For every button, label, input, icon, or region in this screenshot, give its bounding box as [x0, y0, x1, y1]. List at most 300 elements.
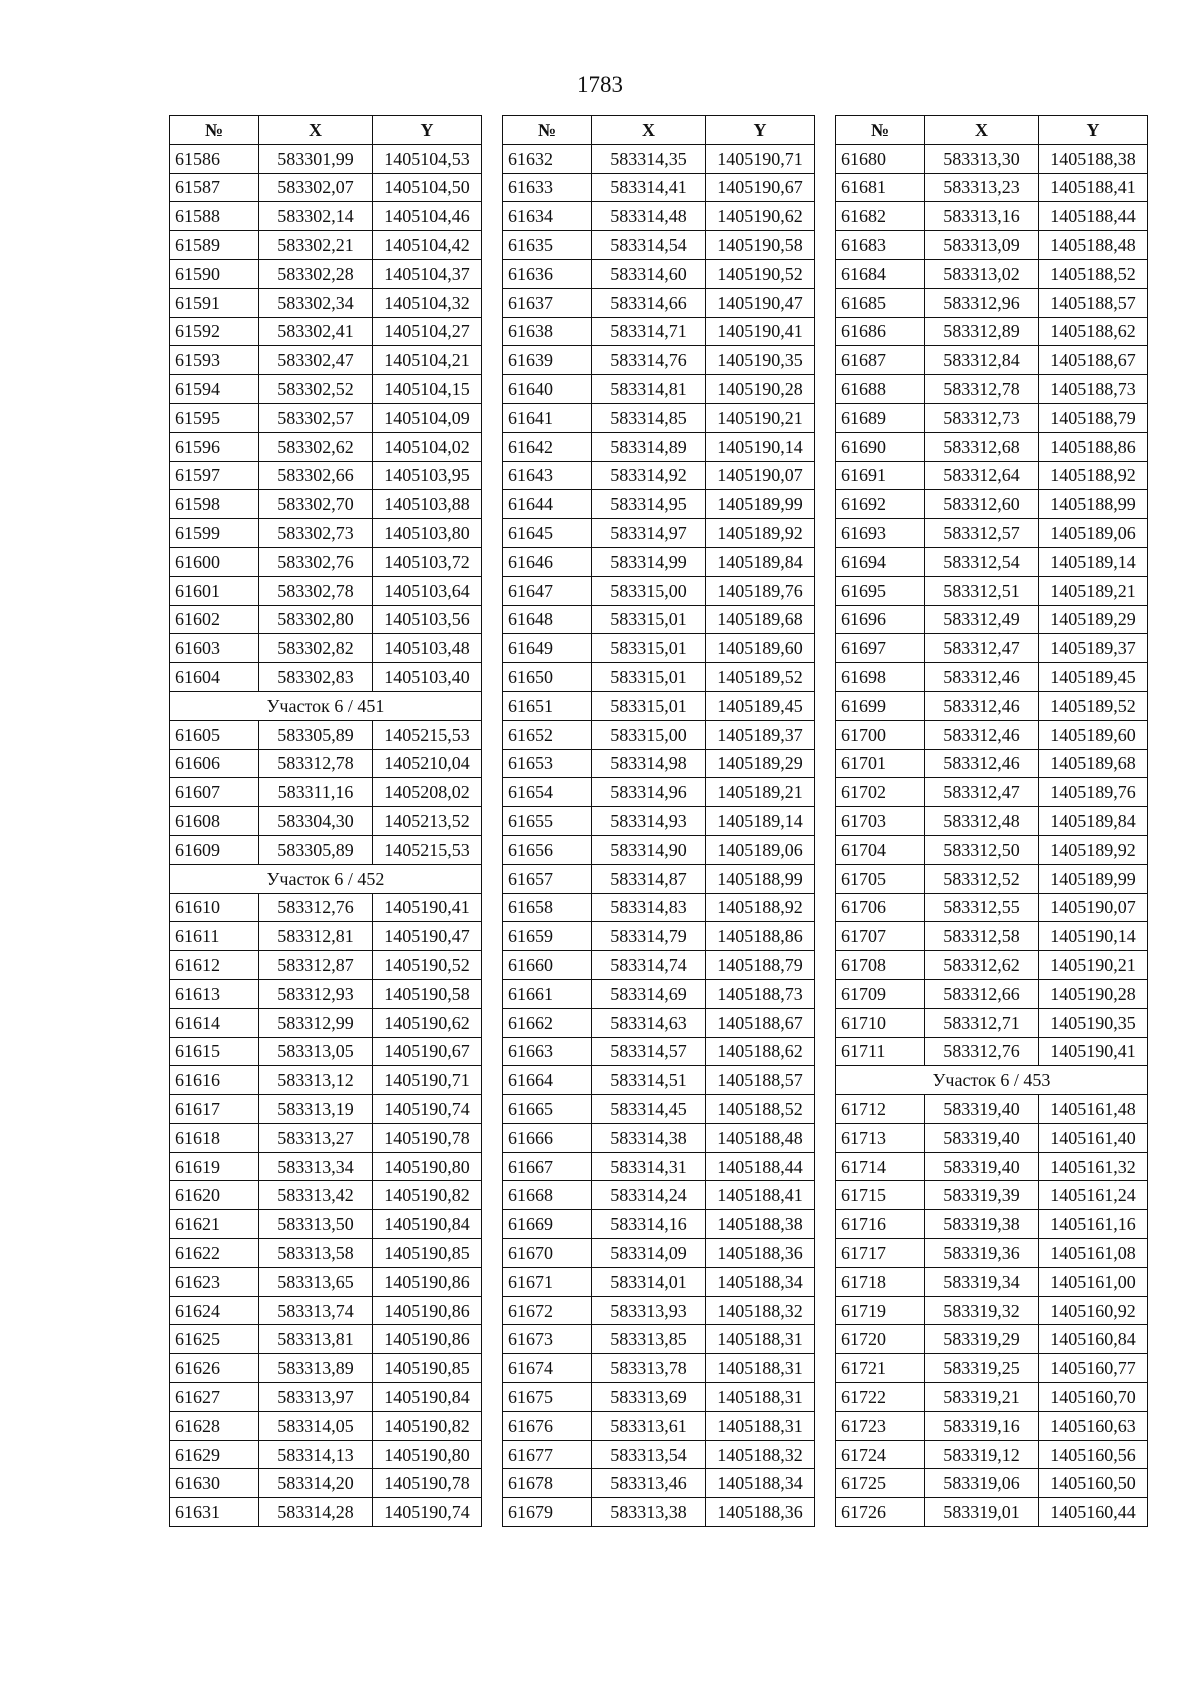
point-number-cell: 61651 — [503, 691, 592, 720]
y-coordinate-cell: 1405104,15 — [373, 375, 482, 404]
table-row — [503, 202, 815, 231]
x-coordinate-cell: 583312,55 — [925, 893, 1039, 922]
y-coordinate-cell: 1405160,70 — [1039, 1383, 1148, 1412]
x-coordinate-cell: 583313,50 — [259, 1210, 373, 1239]
point-number-cell: 61669 — [503, 1210, 592, 1239]
header-number: № — [170, 116, 259, 145]
point-number-cell: 61593 — [170, 346, 259, 375]
y-coordinate-cell: 1405160,92 — [1039, 1296, 1148, 1325]
x-coordinate-cell: 583313,27 — [259, 1123, 373, 1152]
table-row — [170, 634, 482, 663]
y-coordinate-cell: 1405104,27 — [373, 317, 482, 346]
header-x: X — [592, 116, 706, 145]
y-coordinate-cell: 1405190,62 — [373, 1008, 482, 1037]
table-row — [503, 576, 815, 605]
point-number-cell: 61608 — [170, 807, 259, 836]
point-number-cell: 61630 — [170, 1469, 259, 1498]
x-coordinate-cell: 583313,54 — [592, 1440, 706, 1469]
table-row — [503, 663, 815, 692]
y-coordinate-cell: 1405189,06 — [706, 835, 815, 864]
y-coordinate-cell: 1405189,60 — [706, 634, 815, 663]
table-body — [170, 144, 482, 1526]
x-coordinate-cell: 583314,09 — [592, 1239, 706, 1268]
y-coordinate-cell: 1405190,21 — [1039, 951, 1148, 980]
table-row — [836, 1383, 1148, 1412]
table-row — [170, 519, 482, 548]
y-coordinate-cell: 1405190,67 — [706, 173, 815, 202]
y-coordinate-cell: 1405103,48 — [373, 634, 482, 663]
y-coordinate-cell: 1405104,53 — [373, 144, 482, 173]
y-coordinate-cell: 1405189,68 — [1039, 749, 1148, 778]
point-number-cell: 61712 — [836, 1095, 925, 1124]
point-number-cell: 61609 — [170, 835, 259, 864]
y-coordinate-cell: 1405190,85 — [373, 1239, 482, 1268]
y-coordinate-cell: 1405188,31 — [706, 1383, 815, 1412]
y-coordinate-cell: 1405189,52 — [1039, 691, 1148, 720]
table-row — [503, 144, 815, 173]
x-coordinate-cell: 583314,01 — [592, 1267, 706, 1296]
point-number-cell: 61591 — [170, 288, 259, 317]
table-row — [503, 691, 815, 720]
table-row — [503, 288, 815, 317]
x-coordinate-cell: 583313,12 — [259, 1066, 373, 1095]
y-coordinate-cell: 1405161,40 — [1039, 1123, 1148, 1152]
table-row — [503, 346, 815, 375]
table-row — [170, 1383, 482, 1412]
x-coordinate-cell: 583301,99 — [259, 144, 373, 173]
point-number-cell: 61691 — [836, 461, 925, 490]
table-row — [170, 979, 482, 1008]
table-row — [503, 605, 815, 634]
y-coordinate-cell: 1405161,48 — [1039, 1095, 1148, 1124]
table-row — [503, 951, 815, 980]
table-row — [836, 547, 1148, 576]
table-row — [170, 1095, 482, 1124]
point-number-cell: 61718 — [836, 1267, 925, 1296]
table-row — [503, 979, 815, 1008]
coordinates-table-1 — [169, 115, 482, 1527]
x-coordinate-cell: 583312,93 — [259, 979, 373, 1008]
y-coordinate-cell: 1405189,21 — [706, 778, 815, 807]
y-coordinate-cell: 1405104,37 — [373, 259, 482, 288]
x-coordinate-cell: 583312,54 — [925, 547, 1039, 576]
table-row — [836, 317, 1148, 346]
x-coordinate-cell: 583314,81 — [592, 375, 706, 404]
point-number-cell: 61611 — [170, 922, 259, 951]
point-number-cell: 61667 — [503, 1152, 592, 1181]
x-coordinate-cell: 583302,62 — [259, 432, 373, 461]
point-number-cell: 61621 — [170, 1210, 259, 1239]
table-row — [836, 634, 1148, 663]
point-number-cell: 61666 — [503, 1123, 592, 1152]
coordinates-table-2 — [502, 115, 815, 1527]
x-coordinate-cell: 583312,48 — [925, 807, 1039, 836]
x-coordinate-cell: 583314,38 — [592, 1123, 706, 1152]
point-number-cell: 61606 — [170, 749, 259, 778]
x-coordinate-cell: 583319,29 — [925, 1325, 1039, 1354]
y-coordinate-cell: 1405190,67 — [373, 1037, 482, 1066]
y-coordinate-cell: 1405190,14 — [706, 432, 815, 461]
point-number-cell: 61679 — [503, 1498, 592, 1527]
table-row — [170, 403, 482, 432]
y-coordinate-cell: 1405160,50 — [1039, 1469, 1148, 1498]
coordinates-table-3 — [835, 115, 1148, 1527]
y-coordinate-cell: 1405189,99 — [1039, 864, 1148, 893]
x-coordinate-cell: 583302,07 — [259, 173, 373, 202]
table-row — [836, 720, 1148, 749]
point-number-cell: 61662 — [503, 1008, 592, 1037]
y-coordinate-cell: 1405188,67 — [706, 1008, 815, 1037]
point-number-cell: 61713 — [836, 1123, 925, 1152]
point-number-cell: 61644 — [503, 490, 592, 519]
y-coordinate-cell: 1405188,32 — [706, 1296, 815, 1325]
y-coordinate-cell: 1405189,92 — [706, 519, 815, 548]
x-coordinate-cell: 583305,89 — [259, 720, 373, 749]
point-number-cell: 61710 — [836, 1008, 925, 1037]
point-number-cell: 61639 — [503, 346, 592, 375]
y-coordinate-cell: 1405188,31 — [706, 1354, 815, 1383]
y-coordinate-cell: 1405190,47 — [373, 922, 482, 951]
y-coordinate-cell: 1405190,41 — [706, 317, 815, 346]
table-row — [170, 375, 482, 404]
table-header-row — [836, 116, 1148, 145]
table-row — [836, 1181, 1148, 1210]
x-coordinate-cell: 583302,80 — [259, 605, 373, 634]
point-number-cell: 61720 — [836, 1325, 925, 1354]
x-coordinate-cell: 583319,38 — [925, 1210, 1039, 1239]
x-coordinate-cell: 583312,50 — [925, 835, 1039, 864]
x-coordinate-cell: 583314,85 — [592, 403, 706, 432]
x-coordinate-cell: 583302,83 — [259, 663, 373, 692]
table-row — [170, 835, 482, 864]
point-number-cell: 61658 — [503, 893, 592, 922]
y-coordinate-cell: 1405104,46 — [373, 202, 482, 231]
header-y: Y — [373, 116, 482, 145]
y-coordinate-cell: 1405188,32 — [706, 1440, 815, 1469]
point-number-cell: 61655 — [503, 807, 592, 836]
point-number-cell: 61703 — [836, 807, 925, 836]
y-coordinate-cell: 1405190,28 — [1039, 979, 1148, 1008]
table-row — [503, 1152, 815, 1181]
table-row — [503, 1469, 815, 1498]
table-row — [170, 432, 482, 461]
x-coordinate-cell: 583319,21 — [925, 1383, 1039, 1412]
point-number-cell: 61680 — [836, 144, 925, 173]
table-row — [503, 1066, 815, 1095]
y-coordinate-cell: 1405190,62 — [706, 202, 815, 231]
y-coordinate-cell: 1405190,41 — [373, 893, 482, 922]
x-coordinate-cell: 583319,06 — [925, 1469, 1039, 1498]
point-number-cell: 61714 — [836, 1152, 925, 1181]
point-number-cell: 61592 — [170, 317, 259, 346]
point-number-cell: 61693 — [836, 519, 925, 548]
x-coordinate-cell: 583314,97 — [592, 519, 706, 548]
table-row — [170, 231, 482, 260]
x-coordinate-cell: 583315,01 — [592, 634, 706, 663]
x-coordinate-cell: 583314,95 — [592, 490, 706, 519]
y-coordinate-cell: 1405190,47 — [706, 288, 815, 317]
y-coordinate-cell: 1405188,38 — [706, 1210, 815, 1239]
x-coordinate-cell: 583312,47 — [925, 778, 1039, 807]
point-number-cell: 61697 — [836, 634, 925, 663]
x-coordinate-cell: 583314,24 — [592, 1181, 706, 1210]
table-row — [503, 1123, 815, 1152]
y-coordinate-cell: 1405190,07 — [1039, 893, 1148, 922]
point-number-cell: 61615 — [170, 1037, 259, 1066]
y-coordinate-cell: 1405215,53 — [373, 835, 482, 864]
table-row — [503, 432, 815, 461]
x-coordinate-cell: 583314,45 — [592, 1095, 706, 1124]
x-coordinate-cell: 583313,97 — [259, 1383, 373, 1412]
table-row — [503, 864, 815, 893]
table-row — [170, 461, 482, 490]
y-coordinate-cell: 1405189,68 — [706, 605, 815, 634]
table-row — [170, 317, 482, 346]
x-coordinate-cell: 583312,46 — [925, 691, 1039, 720]
x-coordinate-cell: 583312,51 — [925, 576, 1039, 605]
x-coordinate-cell: 583312,46 — [925, 749, 1039, 778]
point-number-cell: 61619 — [170, 1152, 259, 1181]
point-number-cell: 61675 — [503, 1383, 592, 1412]
section-heading: Участок 6 / 452 — [170, 864, 482, 893]
header-number: № — [503, 116, 592, 145]
y-coordinate-cell: 1405210,04 — [373, 749, 482, 778]
table-row — [836, 807, 1148, 836]
table-row — [170, 1181, 482, 1210]
point-number-cell: 61653 — [503, 749, 592, 778]
x-coordinate-cell: 583313,16 — [925, 202, 1039, 231]
point-number-cell: 61663 — [503, 1037, 592, 1066]
table-header-row — [170, 116, 482, 145]
y-coordinate-cell: 1405103,72 — [373, 547, 482, 576]
x-coordinate-cell: 583314,31 — [592, 1152, 706, 1181]
table-row — [170, 605, 482, 634]
x-coordinate-cell: 583312,89 — [925, 317, 1039, 346]
y-coordinate-cell: 1405188,92 — [706, 893, 815, 922]
y-coordinate-cell: 1405190,52 — [373, 951, 482, 980]
point-number-cell: 61595 — [170, 403, 259, 432]
point-number-cell: 61603 — [170, 634, 259, 663]
x-coordinate-cell: 583311,16 — [259, 778, 373, 807]
table-row — [836, 1152, 1148, 1181]
x-coordinate-cell: 583312,58 — [925, 922, 1039, 951]
x-coordinate-cell: 583312,71 — [925, 1008, 1039, 1037]
point-number-cell: 61620 — [170, 1181, 259, 1210]
y-coordinate-cell: 1405188,52 — [706, 1095, 815, 1124]
y-coordinate-cell: 1405190,71 — [706, 144, 815, 173]
x-coordinate-cell: 583302,21 — [259, 231, 373, 260]
point-number-cell: 61631 — [170, 1498, 259, 1527]
point-number-cell: 61725 — [836, 1469, 925, 1498]
table-row — [170, 1354, 482, 1383]
y-coordinate-cell: 1405189,14 — [706, 807, 815, 836]
y-coordinate-cell: 1405189,21 — [1039, 576, 1148, 605]
point-number-cell: 61634 — [503, 202, 592, 231]
table-row — [170, 346, 482, 375]
x-coordinate-cell: 583314,74 — [592, 951, 706, 980]
table-row — [170, 1152, 482, 1181]
table-row — [836, 1296, 1148, 1325]
point-number-cell: 61600 — [170, 547, 259, 576]
table-row — [836, 691, 1148, 720]
y-coordinate-cell: 1405188,31 — [706, 1411, 815, 1440]
table-row — [503, 259, 815, 288]
table-row — [503, 1267, 815, 1296]
point-number-cell: 61656 — [503, 835, 592, 864]
y-coordinate-cell: 1405161,16 — [1039, 1210, 1148, 1239]
point-number-cell: 61695 — [836, 576, 925, 605]
x-coordinate-cell: 583314,63 — [592, 1008, 706, 1037]
x-coordinate-cell: 583314,89 — [592, 432, 706, 461]
table-row — [836, 490, 1148, 519]
y-coordinate-cell: 1405213,52 — [373, 807, 482, 836]
point-number-cell: 61672 — [503, 1296, 592, 1325]
point-number-cell: 61664 — [503, 1066, 592, 1095]
point-number-cell: 61650 — [503, 663, 592, 692]
x-coordinate-cell: 583314,20 — [259, 1469, 373, 1498]
y-coordinate-cell: 1405189,60 — [1039, 720, 1148, 749]
x-coordinate-cell: 583319,39 — [925, 1181, 1039, 1210]
x-coordinate-cell: 583314,83 — [592, 893, 706, 922]
header-x: X — [259, 116, 373, 145]
table-row — [170, 893, 482, 922]
y-coordinate-cell: 1405190,28 — [706, 375, 815, 404]
x-coordinate-cell: 583302,47 — [259, 346, 373, 375]
x-coordinate-cell: 583313,93 — [592, 1296, 706, 1325]
table-row — [503, 1008, 815, 1037]
x-coordinate-cell: 583312,49 — [925, 605, 1039, 634]
y-coordinate-cell: 1405160,84 — [1039, 1325, 1148, 1354]
y-coordinate-cell: 1405103,40 — [373, 663, 482, 692]
y-coordinate-cell: 1405189,84 — [1039, 807, 1148, 836]
y-coordinate-cell: 1405188,57 — [706, 1066, 815, 1095]
x-coordinate-cell: 583313,81 — [259, 1325, 373, 1354]
point-number-cell: 61685 — [836, 288, 925, 317]
y-coordinate-cell: 1405160,44 — [1039, 1498, 1148, 1527]
point-number-cell: 61624 — [170, 1296, 259, 1325]
header-y: Y — [706, 116, 815, 145]
y-coordinate-cell: 1405189,76 — [706, 576, 815, 605]
y-coordinate-cell: 1405189,37 — [1039, 634, 1148, 663]
point-number-cell: 61670 — [503, 1239, 592, 1268]
y-coordinate-cell: 1405189,45 — [706, 691, 815, 720]
y-coordinate-cell: 1405188,31 — [706, 1325, 815, 1354]
point-number-cell: 61636 — [503, 259, 592, 288]
x-coordinate-cell: 583315,01 — [592, 605, 706, 634]
page-number: 1783 — [577, 72, 623, 97]
x-coordinate-cell: 583314,90 — [592, 835, 706, 864]
table-row — [503, 490, 815, 519]
point-number-cell: 61708 — [836, 951, 925, 980]
y-coordinate-cell: 1405190,52 — [706, 259, 815, 288]
x-coordinate-cell: 583319,34 — [925, 1267, 1039, 1296]
y-coordinate-cell: 1405188,41 — [1039, 173, 1148, 202]
x-coordinate-cell: 583313,61 — [592, 1411, 706, 1440]
x-coordinate-cell: 583314,69 — [592, 979, 706, 1008]
table-row — [836, 403, 1148, 432]
y-coordinate-cell: 1405190,84 — [373, 1383, 482, 1412]
x-coordinate-cell: 583312,78 — [925, 375, 1039, 404]
point-number-cell: 61610 — [170, 893, 259, 922]
x-coordinate-cell: 583313,02 — [925, 259, 1039, 288]
x-coordinate-cell: 583315,01 — [592, 691, 706, 720]
table-row — [170, 1440, 482, 1469]
point-number-cell: 61645 — [503, 519, 592, 548]
x-coordinate-cell: 583314,16 — [592, 1210, 706, 1239]
point-number-cell: 61635 — [503, 231, 592, 260]
table-row — [503, 1498, 815, 1527]
y-coordinate-cell: 1405188,92 — [1039, 461, 1148, 490]
x-coordinate-cell: 583312,76 — [259, 893, 373, 922]
table-row — [503, 231, 815, 260]
point-number-cell: 61682 — [836, 202, 925, 231]
table-row — [170, 1498, 482, 1527]
x-coordinate-cell: 583312,64 — [925, 461, 1039, 490]
x-coordinate-cell: 583312,62 — [925, 951, 1039, 980]
x-coordinate-cell: 583312,73 — [925, 403, 1039, 432]
x-coordinate-cell: 583302,52 — [259, 375, 373, 404]
y-coordinate-cell: 1405189,76 — [1039, 778, 1148, 807]
table-row — [836, 1267, 1148, 1296]
x-coordinate-cell: 583313,19 — [259, 1095, 373, 1124]
x-coordinate-cell: 583319,25 — [925, 1354, 1039, 1383]
point-number-cell: 61660 — [503, 951, 592, 980]
y-coordinate-cell: 1405190,58 — [706, 231, 815, 260]
point-number-cell: 61705 — [836, 864, 925, 893]
x-coordinate-cell: 583312,68 — [925, 432, 1039, 461]
x-coordinate-cell: 583302,73 — [259, 519, 373, 548]
table-row — [503, 519, 815, 548]
y-coordinate-cell: 1405188,86 — [706, 922, 815, 951]
point-number-cell: 61707 — [836, 922, 925, 951]
point-number-cell: 61617 — [170, 1095, 259, 1124]
x-coordinate-cell: 583312,52 — [925, 864, 1039, 893]
y-coordinate-cell: 1405160,77 — [1039, 1354, 1148, 1383]
point-number-cell: 61597 — [170, 461, 259, 490]
table-row — [503, 1037, 815, 1066]
y-coordinate-cell: 1405190,86 — [373, 1296, 482, 1325]
y-coordinate-cell: 1405188,73 — [1039, 375, 1148, 404]
y-coordinate-cell: 1405104,09 — [373, 403, 482, 432]
table-row — [170, 1066, 482, 1095]
y-coordinate-cell: 1405190,35 — [1039, 1008, 1148, 1037]
point-number-cell: 61686 — [836, 317, 925, 346]
point-number-cell: 61688 — [836, 375, 925, 404]
y-coordinate-cell: 1405188,99 — [706, 864, 815, 893]
x-coordinate-cell: 583312,87 — [259, 951, 373, 980]
x-coordinate-cell: 583302,70 — [259, 490, 373, 519]
point-number-cell: 61692 — [836, 490, 925, 519]
x-coordinate-cell: 583319,01 — [925, 1498, 1039, 1527]
table-row — [503, 1210, 815, 1239]
table-row — [836, 576, 1148, 605]
y-coordinate-cell: 1405188,79 — [706, 951, 815, 980]
table-row — [503, 835, 815, 864]
table-row — [503, 893, 815, 922]
table-row — [836, 1037, 1148, 1066]
x-coordinate-cell: 583313,85 — [592, 1325, 706, 1354]
x-coordinate-cell: 583314,48 — [592, 202, 706, 231]
y-coordinate-cell: 1405190,82 — [373, 1411, 482, 1440]
y-coordinate-cell: 1405215,53 — [373, 720, 482, 749]
y-coordinate-cell: 1405190,85 — [373, 1354, 482, 1383]
point-number-cell: 61586 — [170, 144, 259, 173]
x-coordinate-cell: 583314,98 — [592, 749, 706, 778]
table-row — [170, 1267, 482, 1296]
y-coordinate-cell: 1405190,58 — [373, 979, 482, 1008]
table-row — [170, 490, 482, 519]
point-number-cell: 61683 — [836, 231, 925, 260]
